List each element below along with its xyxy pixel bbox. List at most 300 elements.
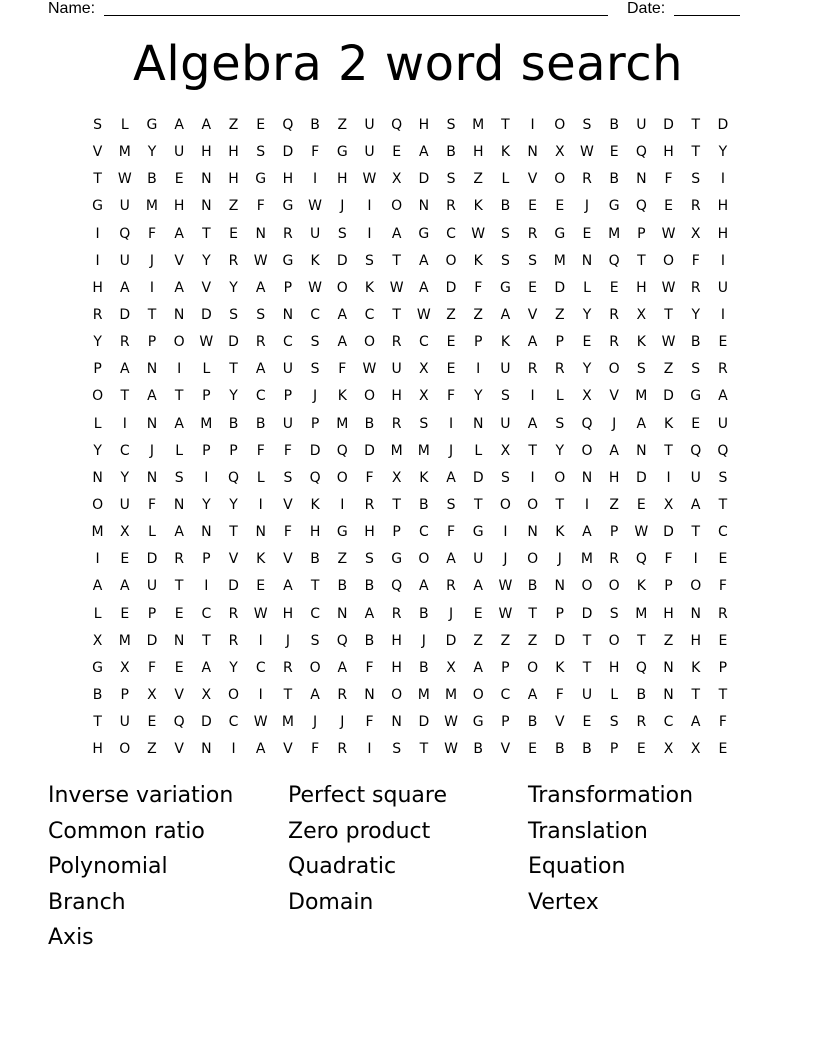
grid-letter: N [418, 198, 430, 215]
grid-letter: T [718, 496, 728, 513]
grid-letter: D [445, 279, 457, 296]
grid-letter: Z [473, 306, 484, 323]
grid-letter: G [608, 198, 620, 215]
grid-letter: Y [229, 388, 238, 405]
grid-letter: S [174, 469, 184, 486]
grid-letter: S [582, 117, 592, 133]
grid-letter: V [201, 279, 212, 296]
grid-letter: T [229, 524, 238, 541]
grid-letter: Z [228, 198, 239, 215]
grid-letter: S [310, 361, 320, 378]
grid-letter: K [310, 252, 320, 269]
grid-letter: E [120, 551, 130, 568]
grid-letter: A [527, 686, 538, 703]
grid-letter: D [418, 714, 430, 731]
grid-letter: A [527, 415, 538, 432]
grid-letter: S [93, 117, 103, 133]
grid-letter: I [258, 686, 263, 703]
grid-letter: P [147, 334, 157, 351]
grid-letter: A [690, 496, 701, 513]
grid-letter: V [283, 741, 293, 758]
grid-letter: I [95, 551, 100, 568]
grid-letter: D [336, 252, 348, 269]
word-list-item: Inverse variation [48, 783, 234, 808]
grid-letter: C [663, 714, 674, 731]
grid-letter: T [501, 117, 510, 133]
grid-letter: E [609, 279, 619, 296]
grid-letter: H [282, 605, 294, 622]
grid-letter: S [609, 605, 619, 622]
grid-letter: H [418, 117, 430, 133]
grid-letter: D [554, 279, 566, 296]
grid-letter: R [609, 306, 620, 323]
grid-letter: I [584, 496, 590, 513]
grid-letter: J [340, 714, 345, 731]
grid-letter: N [554, 578, 566, 595]
grid-letter: L [93, 415, 102, 432]
grid-letter: R [690, 198, 701, 215]
grid-letter: R [582, 171, 592, 188]
grid-letter: R [255, 334, 266, 351]
grid-letter: Q [608, 252, 620, 269]
grid-letter: Q [635, 198, 647, 215]
grid-letter: A [473, 659, 483, 676]
word-list-item: Quadratic [288, 854, 397, 880]
grid-letter: S [365, 551, 374, 568]
grid-letter: T [392, 306, 401, 323]
grid-letter: F [474, 279, 483, 296]
grid-letter: Q [309, 469, 321, 486]
grid-letter: H [92, 741, 103, 758]
grid-letter: J [421, 632, 426, 649]
grid-letter: S [446, 117, 456, 133]
grid-letter: O [391, 198, 403, 215]
grid-letter: W [661, 225, 676, 242]
grid-letter: B [554, 741, 565, 758]
grid-letter: P [555, 334, 564, 351]
grid-letter: A [364, 605, 375, 622]
grid-letter: O [336, 279, 348, 296]
grid-letter: F [365, 469, 374, 486]
name-field-line[interactable] [104, 15, 608, 16]
grid-letter: N [663, 686, 674, 703]
grid-letter: H [228, 171, 239, 188]
grid-letter: R [174, 551, 185, 568]
grid-letter: T [528, 442, 537, 459]
grid-letter: O [554, 469, 566, 486]
name-label: Name: [48, 0, 100, 17]
grid-letter: X [636, 306, 647, 323]
grid-letter: H [228, 144, 239, 161]
grid-letter: N [201, 198, 212, 215]
grid-letter: R [283, 659, 293, 676]
grid-letter: U [473, 551, 484, 568]
grid-letter: E [636, 741, 646, 758]
grid-letter: R [636, 714, 647, 731]
grid-letter: M [608, 225, 621, 242]
grid-letter: Q [581, 415, 593, 432]
grid-letter: O [527, 659, 539, 676]
grid-letter: P [664, 578, 673, 595]
grid-letter: F [447, 524, 456, 541]
grid-letter: T [691, 524, 700, 541]
grid-letter: O [554, 171, 566, 188]
grid-letter: J [149, 442, 155, 459]
grid-letter: H [309, 524, 321, 541]
grid-letter: G [282, 252, 294, 269]
grid-letter: I [530, 117, 535, 133]
grid-letter: V [174, 252, 184, 269]
grid-letter: B [609, 117, 619, 133]
grid-letter: Y [555, 442, 565, 459]
grid-letter: O [608, 632, 620, 649]
grid-letter: O [92, 496, 104, 513]
grid-letter: M [145, 198, 159, 215]
grid-letter: J [448, 605, 454, 622]
grid-letter: Z [337, 117, 348, 133]
grid-letter: R [337, 741, 348, 758]
grid-letter: X [500, 442, 511, 459]
grid-letter: C [718, 524, 728, 541]
grid-letter: E [582, 334, 592, 351]
grid-letter: T [555, 496, 565, 513]
grid-letter: Z [337, 551, 348, 568]
grid-letter: E [229, 225, 238, 242]
grid-letter: F [256, 198, 265, 215]
grid-letter: C [228, 714, 239, 731]
grid-letter: X [391, 469, 402, 486]
grid-letter: E [528, 741, 538, 758]
grid-letter: L [583, 279, 591, 296]
grid-letter: X [92, 632, 103, 649]
grid-letter: Y [93, 442, 102, 459]
grid-letter: H [472, 144, 484, 161]
grid-letter: T [637, 252, 646, 269]
grid-letter: O [690, 578, 702, 595]
grid-letter: D [554, 632, 566, 649]
grid-letter: P [202, 551, 211, 568]
grid-letter: G [336, 144, 348, 161]
grid-letter: T [664, 442, 673, 459]
word-list-item: Common ratio [48, 818, 205, 844]
grid-letter: P [283, 279, 293, 296]
grid-letter: Y [691, 306, 700, 323]
grid-letter: G [690, 388, 702, 405]
grid-letter: Z [228, 117, 239, 133]
grid-letter: D [146, 551, 158, 568]
grid-letter: T [528, 605, 537, 622]
grid-letter: U [174, 144, 185, 161]
grid-letter: T [120, 388, 130, 405]
grid-letter: F [718, 714, 727, 731]
grid-letter: K [555, 524, 565, 541]
grid-letter: O [363, 388, 375, 405]
grid-letter: V [527, 171, 538, 188]
grid-letter: L [555, 388, 564, 405]
grid-letter: W [498, 605, 513, 622]
grid-letter: D [663, 117, 674, 133]
grid-letter: A [391, 225, 402, 242]
grid-letter: I [476, 361, 481, 378]
grid-letter: D [228, 334, 239, 351]
grid-letter: P [637, 225, 646, 242]
grid-letter: Y [202, 496, 211, 513]
grid-letter: V [174, 741, 184, 758]
grid-letter: G [554, 225, 566, 242]
grid-letter: A [174, 524, 184, 541]
grid-letter: A [174, 117, 184, 133]
grid-letter: I [177, 361, 182, 378]
grid-letter: I [340, 496, 345, 513]
grid-letter: W [117, 171, 132, 188]
grid-letter: M [417, 442, 430, 459]
grid-letter: N [201, 741, 212, 758]
grid-letter: F [311, 741, 320, 758]
grid-letter: I [204, 578, 209, 595]
grid-letter: O [173, 334, 185, 351]
grid-letter: Z [554, 306, 565, 323]
grid-letter: V [283, 551, 293, 568]
grid-letter: P [120, 686, 129, 703]
grid-letter: D [282, 144, 294, 161]
grid-letter: V [500, 741, 511, 758]
grid-letter: B [473, 741, 484, 758]
grid-letter: P [283, 388, 293, 405]
grid-letter: M [417, 686, 430, 703]
grid-letter: H [663, 605, 674, 622]
grid-letter: Y [202, 252, 211, 269]
grid-letter: J [313, 714, 318, 731]
grid-letter: H [636, 279, 647, 296]
grid-letter: E [718, 551, 728, 568]
grid-letter: B [419, 496, 429, 513]
grid-letter: S [392, 741, 402, 758]
grid-letter: P [501, 714, 510, 731]
grid-letter: B [364, 632, 375, 649]
word-list-item: Axis [48, 925, 94, 951]
grid-letter: Y [473, 388, 483, 405]
grid-letter: B [419, 659, 429, 676]
grid-letter: W [308, 279, 323, 296]
grid-letter: K [636, 334, 646, 351]
grid-letter: H [92, 279, 103, 296]
grid-letter: N [173, 306, 185, 323]
grid-letter: A [473, 578, 483, 595]
grid-letter: M [580, 551, 594, 568]
grid-letter: N [146, 469, 158, 486]
grid-letter: M [444, 686, 458, 703]
grid-letter: J [285, 632, 290, 649]
word-list-item: Vertex [528, 889, 599, 915]
grid-letter: G [92, 659, 104, 676]
header-fields [48, 0, 748, 20]
grid-letter: R [527, 225, 538, 242]
grid-letter: V [92, 144, 103, 161]
grid-letter: O [527, 496, 539, 513]
grid-letter: T [691, 144, 700, 161]
grid-letter: H [663, 144, 674, 161]
grid-letter: M [472, 117, 485, 133]
grid-letter: J [612, 415, 617, 432]
grid-letter: Y [582, 306, 592, 323]
grid-letter: P [609, 524, 619, 541]
grid-letter: B [527, 578, 538, 595]
grid-letter: Q [173, 714, 185, 731]
grid-letter: A [92, 578, 103, 595]
grid-letter: M [553, 252, 566, 269]
grid-letter: A [446, 469, 456, 486]
grid-letter: W [362, 171, 377, 188]
grid-letter: I [666, 469, 671, 486]
grid-letter: X [446, 659, 456, 676]
grid-letter: R [119, 334, 130, 351]
grid-letter: H [173, 198, 185, 215]
grid-letter: F [447, 388, 456, 405]
grid-letter: S [256, 306, 266, 323]
grid-letter: L [501, 171, 510, 188]
grid-letter: T [174, 388, 184, 405]
grid-letter: I [95, 225, 100, 242]
grid-letter: R [609, 334, 620, 351]
grid-letter: B [364, 415, 375, 432]
grid-letter: F [718, 578, 727, 595]
grid-letter: E [473, 605, 483, 622]
grid-letter: V [554, 714, 565, 731]
grid-letter: X [663, 496, 674, 513]
grid-letter: B [690, 334, 701, 351]
grid-letter: Y [229, 496, 238, 513]
grid-letter: C [364, 306, 375, 323]
grid-letter: R [228, 605, 239, 622]
grid-letter: W [634, 524, 649, 541]
grid-letter: S [500, 388, 510, 405]
grid-letter: I [720, 252, 725, 269]
grid-letter: Y [229, 279, 238, 296]
grid-letter: U [500, 361, 511, 378]
grid-letter: S [691, 171, 701, 188]
grid-letter: X [147, 686, 157, 703]
grid-letter: A [310, 686, 320, 703]
grid-letter: Q [228, 469, 240, 486]
grid-letter: A [582, 524, 592, 541]
grid-letter: Z [147, 741, 157, 758]
grid-letter: A [255, 741, 266, 758]
grid-letter: P [501, 659, 510, 676]
grid-letter: I [367, 225, 372, 242]
grid-letter: N [255, 225, 266, 242]
grid-letter: V [228, 551, 239, 568]
grid-letter: U [119, 252, 130, 269]
grid-letter: C [119, 442, 130, 459]
grid-letter: A [446, 551, 456, 568]
grid-letter: S [555, 415, 565, 432]
grid-letter: X [419, 361, 429, 378]
grid-letter: S [365, 252, 374, 269]
grid-letter: N [527, 524, 538, 541]
grid-letter: S [500, 252, 510, 269]
grid-letter: A [174, 225, 184, 242]
grid-letter: E [528, 279, 538, 296]
grid-letter: S [446, 171, 456, 188]
grid-letter: N [636, 171, 647, 188]
grid-letter: O [391, 686, 403, 703]
grid-letter: D [228, 578, 239, 595]
grid-letter: U [717, 415, 729, 432]
grid-letter: S [500, 225, 510, 242]
grid-letter: Y [229, 659, 238, 676]
grid-letter: K [663, 415, 674, 432]
grid-letter: O [499, 496, 511, 513]
grid-letter: Z [473, 632, 484, 649]
grid-letter: B [446, 144, 456, 161]
grid-letter: K [419, 469, 429, 486]
grid-letter: H [608, 469, 620, 486]
grid-letter: I [720, 171, 725, 188]
grid-letter: U [364, 117, 375, 133]
grid-letter: H [337, 171, 348, 188]
grid-letter: R [446, 198, 456, 215]
grid-letter: P [202, 388, 211, 405]
word-list [48, 778, 768, 956]
grid-letter: J [448, 442, 454, 459]
grid-letter: A [147, 388, 157, 405]
grid-letter: I [367, 741, 372, 758]
grid-letter: O [418, 551, 430, 568]
grid-letter: M [118, 632, 131, 649]
grid-letter: S [500, 469, 510, 486]
grid-letter: I [231, 741, 236, 758]
grid-letter: M [336, 415, 349, 432]
grid-letter: Q [635, 659, 647, 676]
grid-letter: P [202, 442, 211, 459]
grid-letter: G [92, 198, 104, 215]
grid-letter: E [582, 714, 592, 731]
grid-letter: M [200, 415, 213, 432]
grid-letter: Z [527, 632, 538, 649]
grid-letter: H [717, 198, 729, 215]
grid-letter: R [718, 605, 728, 622]
grid-letter: W [580, 144, 594, 161]
grid-letter: D [309, 442, 321, 459]
word-list-item: Perfect square [288, 783, 448, 808]
word-list-item: Translation [528, 818, 648, 844]
grid-letter: F [664, 171, 673, 188]
grid-letter: K [500, 144, 510, 161]
grid-letter: W [362, 361, 377, 378]
grid-letter: W [471, 225, 486, 242]
grid-letter: W [661, 334, 676, 351]
grid-letter: F [365, 714, 374, 731]
grid-letter: W [444, 741, 458, 758]
grid-letter: P [718, 659, 728, 676]
grid-letter: E [582, 225, 592, 242]
grid-letter: F [256, 442, 265, 459]
grid-letter: I [448, 415, 454, 432]
grid-letter: F [365, 659, 374, 676]
date-field-line[interactable] [674, 15, 740, 16]
grid-letter: E [718, 334, 728, 351]
grid-letter: X [391, 171, 402, 188]
grid-letter: X [663, 741, 674, 758]
grid-letter: M [635, 388, 648, 405]
grid-letter: E [555, 198, 565, 215]
grid-letter: W [444, 714, 458, 731]
grid-letter: U [391, 361, 402, 378]
grid-letter: D [200, 306, 212, 323]
grid-letter: H [608, 659, 620, 676]
grid-letter: K [256, 551, 266, 568]
grid-letter: E [174, 605, 184, 622]
